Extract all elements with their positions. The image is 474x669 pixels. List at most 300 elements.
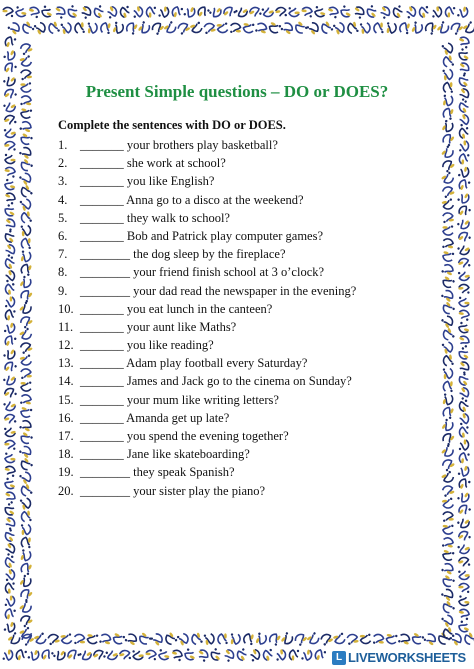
border-flourish [404, 5, 417, 19]
border-flourish [442, 537, 455, 549]
logo-text: LIVEWORKSHEETS [348, 650, 466, 665]
border-flourish [326, 6, 339, 19]
border-flourish [441, 158, 456, 172]
question-item [58, 445, 428, 463]
border-flourish [457, 113, 470, 126]
border-flourish [457, 412, 469, 425]
border-flourish [441, 458, 455, 472]
border-flourish [209, 4, 223, 19]
border-flourish [458, 569, 470, 580]
border-flourish [5, 283, 16, 295]
border-flourish [3, 465, 16, 477]
question-number: 17. [58, 429, 74, 443]
border-flourish [441, 600, 455, 614]
border-flourish [4, 568, 16, 581]
border-flourish [21, 524, 31, 535]
border-flourish [221, 648, 235, 663]
question-item [58, 427, 428, 445]
border-flourish [19, 471, 33, 485]
border-flourish [442, 524, 454, 535]
question-text: ________ your dad read the newspaper in the evening? [80, 283, 357, 298]
border-flourish [441, 132, 455, 146]
liveworksheets-logo [326, 648, 474, 669]
border-flourish [78, 5, 92, 20]
border-flourish [442, 69, 453, 81]
border-flourish [441, 250, 454, 262]
border-flourish [20, 263, 33, 277]
border-flourish [248, 6, 262, 20]
border-flourish [457, 334, 471, 347]
border-flourish [4, 36, 17, 49]
question-item [58, 354, 428, 372]
border-flourish [3, 114, 17, 127]
border-flourish [3, 542, 17, 556]
border-flourish [163, 21, 177, 35]
border-flourish [3, 399, 17, 413]
border-flourish [19, 574, 33, 588]
border-flourish [19, 107, 32, 119]
border-flourish [118, 649, 131, 661]
border-flourish [441, 549, 455, 562]
border-flourish [320, 21, 334, 35]
border-flourish [19, 419, 33, 433]
border-flourish [47, 633, 60, 645]
border-flourish [4, 167, 16, 178]
border-flourish [3, 490, 17, 504]
question-text: _______ you eat lunch in the canteen? [80, 301, 273, 316]
border-flourish [47, 21, 60, 34]
border-flourish [2, 516, 17, 531]
question-text: _______ James and Jack go to the cinema on Sunday? [80, 374, 352, 389]
border-flourish [457, 36, 471, 49]
border-flourish [100, 22, 112, 35]
border-flourish [441, 315, 455, 329]
question-item [58, 391, 428, 409]
border-flourish [34, 21, 48, 35]
border-flourish [457, 216, 472, 231]
border-flourish [459, 439, 469, 450]
question-item [58, 482, 428, 500]
border-flourish [40, 5, 54, 18]
border-flourish [459, 426, 470, 438]
border-flourish [458, 127, 470, 140]
border-flourish [21, 20, 35, 34]
border-flourish [146, 7, 156, 18]
border-flourish [60, 22, 72, 34]
border-flourish [306, 632, 320, 646]
question-list [58, 136, 428, 500]
border-flourish [2, 649, 12, 660]
border-flourish [443, 512, 454, 522]
border-flourish [458, 165, 470, 178]
border-flourish [398, 633, 412, 646]
border-flourish [351, 5, 365, 19]
border-flourish [230, 633, 241, 645]
border-flourish [424, 21, 438, 35]
border-flourish [442, 484, 455, 497]
border-flourish [457, 529, 471, 543]
question-number: 13. [58, 356, 74, 371]
border-flourish [457, 204, 471, 218]
question-number: 20. [58, 483, 74, 498]
question-number: 12. [58, 338, 74, 353]
border-flourish [457, 230, 472, 244]
border-flourish [60, 633, 72, 644]
border-flourish [441, 588, 456, 603]
border-flourish [132, 649, 144, 660]
border-flourish [177, 632, 190, 646]
border-flourish [15, 6, 27, 17]
border-flourish [19, 275, 33, 289]
border-flourish [5, 595, 15, 606]
border-flourish [418, 6, 430, 19]
question-item [58, 209, 428, 227]
border-flourish [458, 477, 471, 491]
border-flourish [75, 22, 85, 33]
border-flourish [124, 632, 138, 646]
border-flourish [458, 270, 471, 282]
border-flourish [196, 5, 210, 19]
border-flourish [3, 620, 16, 633]
border-flourish [235, 648, 249, 662]
border-flourish [458, 100, 472, 114]
border-flourish [268, 632, 282, 646]
border-flourish [306, 21, 320, 36]
question-text: _______ Jane like skateboarding? [80, 447, 250, 462]
border-flourish [442, 393, 454, 406]
border-flourish [441, 301, 455, 316]
question-number: 7. [58, 247, 68, 262]
border-flourish [19, 314, 33, 328]
border-flourish [441, 198, 454, 210]
border-flourish [74, 634, 85, 644]
border-flourish [19, 614, 33, 628]
border-flourish [164, 631, 178, 645]
border-flourish [457, 386, 471, 400]
question-number: 18. [58, 447, 74, 462]
border-flourish [459, 297, 470, 307]
border-flourish [457, 608, 470, 620]
border-flourish [92, 648, 106, 662]
question-text: ________ your sister play the piano? [80, 483, 266, 498]
border-flourish [19, 55, 32, 67]
border-flourish [20, 250, 32, 263]
border-flourish [19, 445, 34, 459]
border-flourish [441, 42, 454, 56]
border-flourish [158, 6, 169, 18]
border-flourish [248, 648, 261, 662]
border-flourish [347, 633, 359, 645]
question-number: 9. [58, 283, 68, 298]
question-text: _______ your brothers play basketball? [80, 138, 278, 152]
border-flourish [339, 5, 353, 19]
border-flourish [191, 632, 203, 645]
border-flourish [431, 6, 442, 18]
question-item [58, 136, 428, 154]
question-number: 15. [58, 392, 74, 407]
border-flourish [457, 48, 471, 62]
border-flourish [442, 327, 455, 341]
border-flourish [2, 7, 13, 17]
border-flourish [66, 5, 81, 19]
border-flourish [267, 21, 281, 35]
border-flourish [4, 179, 17, 191]
border-flourish [5, 309, 16, 321]
question-number: 19. [58, 465, 74, 480]
border-flourish [374, 22, 384, 33]
question-text: _______ you like reading? [80, 338, 214, 353]
worksheet-title: Present Simple questions – DO or DOES? [85, 82, 389, 101]
border-flourish [20, 341, 34, 354]
border-flourish [3, 204, 17, 218]
question-item [58, 463, 428, 481]
border-flourish [365, 5, 380, 20]
border-flourish [261, 5, 274, 18]
question-number: 2. [58, 156, 68, 171]
border-flourish [457, 191, 471, 205]
border-flourish [443, 354, 454, 366]
border-flourish [360, 22, 371, 34]
question-item [58, 282, 428, 300]
border-flourish [301, 649, 312, 661]
border-flourish [183, 5, 196, 19]
border-flourish [385, 22, 396, 34]
border-flourish [183, 648, 197, 661]
question-text: _______ Anna go to a disco at the weekend? [80, 192, 304, 207]
border-flourish [280, 632, 294, 647]
border-flourish [158, 649, 170, 660]
question-text: _______ Bob and Patrick play computer games? [80, 228, 323, 243]
border-flourish [333, 632, 346, 645]
question-item [58, 263, 428, 281]
border-flourish [458, 399, 471, 413]
border-flourish [170, 649, 183, 662]
border-flourish [423, 632, 437, 646]
border-flourish [189, 21, 203, 34]
question-item [58, 409, 428, 427]
border-flourish [243, 632, 255, 645]
border-flourish [21, 536, 32, 548]
border-flourish [209, 648, 224, 662]
border-flourish [360, 634, 371, 644]
border-flourish [441, 185, 455, 198]
border-flourish [458, 140, 468, 151]
border-flourish [125, 21, 139, 35]
question-text: ________ the dog sleep by the fireplace? [80, 247, 286, 262]
border-flourish [132, 6, 143, 18]
border-flourish [441, 471, 455, 485]
border-flourish [442, 406, 455, 420]
border-flourish [333, 21, 346, 35]
border-flourish [3, 372, 18, 387]
border-flourish [19, 172, 33, 186]
border-flourish [3, 347, 17, 361]
border-flourish [230, 23, 241, 33]
border-flourish [441, 431, 455, 446]
border-flourish [458, 284, 470, 295]
border-flourish [145, 650, 156, 660]
border-flourish [3, 529, 17, 544]
border-flourish [99, 633, 112, 645]
border-flourish [20, 394, 32, 406]
border-flourish [289, 650, 299, 661]
border-flourish [19, 146, 34, 160]
question-text: _______ you like English? [80, 174, 215, 189]
border-flourish [19, 132, 33, 146]
border-flourish [275, 649, 286, 661]
border-flourish [21, 510, 32, 522]
border-flourish [19, 120, 33, 133]
border-flourish [4, 256, 17, 270]
border-flourish [443, 368, 453, 379]
border-flourish [288, 6, 299, 16]
border-flourish [53, 647, 67, 661]
border-flourish [218, 633, 228, 644]
border-flourish [301, 7, 312, 17]
border-flourish [105, 648, 119, 661]
border-flourish [3, 413, 16, 426]
border-flourish [4, 555, 17, 569]
border-flourish [19, 327, 33, 341]
question-number: 6. [58, 228, 68, 243]
question-text: _______ she work at school? [80, 156, 226, 171]
border-flourish [19, 549, 31, 562]
question-item [58, 245, 428, 263]
border-flourish [20, 368, 32, 379]
question-text: _______ your aunt like Maths? [80, 319, 237, 334]
question-number: 11. [58, 319, 74, 334]
border-flourish [441, 418, 455, 432]
border-flourish [20, 497, 32, 510]
border-flourish [7, 21, 21, 36]
border-flourish [20, 381, 31, 391]
question-text: _______ Amanda get up late? [80, 410, 230, 425]
border-flourish [441, 614, 455, 628]
border-flourish [4, 334, 17, 348]
border-flourish [458, 464, 470, 477]
border-flourish [3, 48, 16, 62]
border-flourish [3, 192, 17, 205]
border-flourish [442, 225, 453, 235]
border-flourish [275, 6, 288, 18]
border-flourish [441, 562, 455, 576]
question-item [58, 372, 428, 390]
border-flourish [442, 238, 454, 249]
border-flourish [441, 289, 456, 303]
border-flourish [150, 632, 164, 647]
border-flourish [7, 632, 22, 646]
border-flourish [4, 440, 15, 450]
question-text: _______ you spend the evening together? [80, 429, 289, 443]
border-flourish [457, 243, 471, 257]
question-number: 10. [58, 301, 74, 316]
border-flourish [442, 212, 454, 223]
border-flourish [462, 21, 474, 35]
border-flourish [242, 22, 254, 34]
logo-icon: L [332, 651, 346, 665]
border-flourish [5, 296, 15, 307]
border-flourish [262, 649, 274, 662]
border-flourish [20, 562, 33, 576]
border-flourish [18, 301, 33, 316]
instruction-text: Complete the sentences with DO or DOES. [58, 118, 286, 132]
border-flourish [458, 583, 469, 593]
question-item [58, 154, 428, 172]
border-flourish [4, 141, 16, 152]
question-text: ________ they speak Spanish? [80, 465, 235, 480]
border-flourish [20, 483, 33, 497]
border-flourish [119, 5, 132, 18]
border-flourish [457, 556, 470, 569]
border-flourish [5, 608, 16, 620]
border-flourish [19, 158, 33, 173]
question-number: 5. [58, 210, 68, 225]
border-flourish [4, 477, 17, 490]
border-flourish [3, 269, 16, 282]
border-flourish [3, 360, 17, 375]
border-flourish [441, 263, 455, 276]
border-flourish [440, 145, 454, 160]
border-flourish [112, 21, 125, 35]
border-flourish [3, 503, 17, 517]
border-flourish [457, 373, 471, 388]
border-flourish [294, 632, 309, 646]
border-flourish [255, 632, 268, 646]
border-flourish [441, 171, 455, 185]
border-flourish [442, 341, 454, 354]
border-flourish [458, 321, 471, 334]
border-flourish [18, 600, 33, 614]
border-flourish [391, 5, 405, 19]
border-flourish [4, 321, 16, 334]
border-flourish [436, 21, 450, 36]
border-flourish [87, 22, 98, 34]
question-number: 1. [58, 138, 68, 152]
question-item [58, 300, 428, 318]
border-flourish [442, 497, 454, 509]
border-flourish [21, 238, 32, 250]
border-flourish [445, 7, 455, 18]
border-flourish [373, 634, 385, 645]
border-flourish [137, 21, 151, 35]
border-flourish [255, 22, 268, 35]
border-flourish [3, 386, 17, 400]
border-flourish [79, 647, 94, 661]
border-flourish [19, 431, 33, 445]
border-flourish [235, 5, 249, 19]
border-flourish [385, 633, 398, 645]
border-flourish [204, 633, 215, 645]
border-flourish [21, 225, 31, 236]
border-flourish [27, 6, 40, 18]
border-flourish [222, 5, 237, 20]
border-flourish [441, 120, 455, 134]
border-flourish [377, 5, 391, 20]
question-item [58, 191, 428, 209]
border-flourish [441, 574, 455, 588]
border-flourish [456, 61, 471, 75]
question-number: 14. [58, 374, 74, 389]
border-flourish [347, 21, 359, 34]
border-flourish [5, 154, 16, 164]
border-flourish [151, 21, 166, 36]
border-flourish [4, 452, 15, 462]
border-flourish [450, 21, 465, 35]
question-number: 16. [58, 410, 74, 425]
question-item [58, 318, 428, 336]
border-flourish [5, 582, 16, 594]
border-flourish [314, 6, 327, 18]
